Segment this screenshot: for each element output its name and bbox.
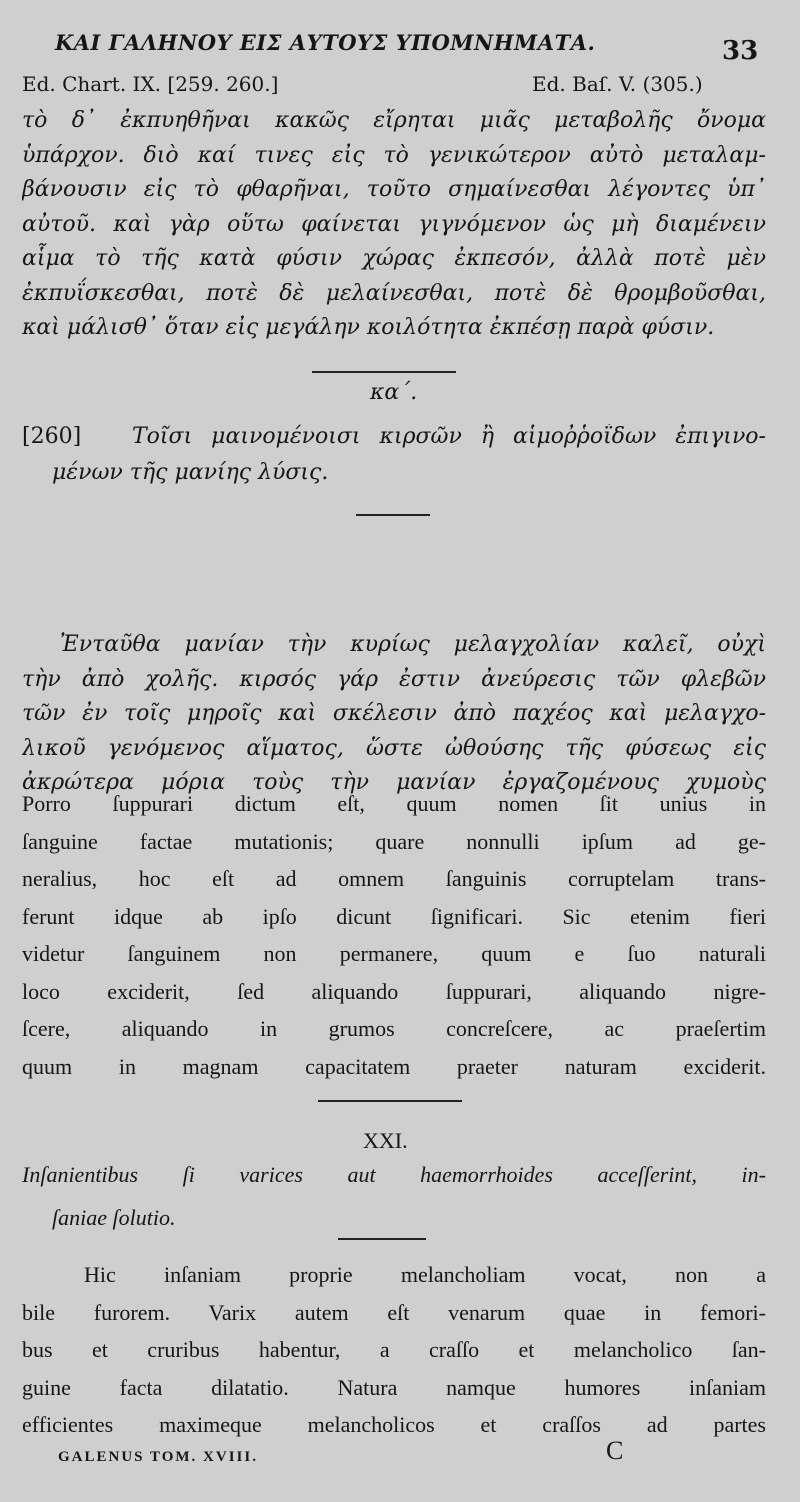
latin-commentary-a bbox=[22, 785, 766, 1085]
text-line: αἷμα τὸ τῆς κατὰ φύσιν χώρας ἐκπεσόν, ἀλλὰ ποτὲ μὲν bbox=[22, 246, 766, 271]
text-line: βάνουσιν εἰς τὸ φθαρῆναι, τοῦτο σημαίνεσθαι λέγοντες ὑπ᾽ bbox=[22, 177, 766, 202]
text-line: αὐτοῦ. καὶ γὰρ οὕτω φαίνεται γιγνόμενον ὡς μὴ διαμένειν bbox=[22, 211, 766, 237]
text-line: τὴν ἀπὸ χολῆς. κιρσός γάρ ἐστιν ἀνεύρεσις τῶν φλεβῶν bbox=[22, 666, 766, 692]
section-divider bbox=[312, 371, 456, 373]
section-number-latin: XXI. bbox=[363, 1128, 408, 1153]
text-line: Ἐνταῦθα μανίαν τὴν κυρίως μελαγχολίαν καλεῖ, οὐχὶ bbox=[60, 632, 766, 657]
text-line: Hic inſaniam proprie melancholiam vocat, non a bbox=[84, 1262, 766, 1287]
text-line: λικοῦ γενόμενος αἵματος, ὥστε ὠθούσης τῆς φύσεως εἰς bbox=[22, 735, 766, 761]
section-divider bbox=[318, 1100, 462, 1102]
text-line: loco exciderit, ſed aliquando ſuppurari, aliquando nigre- bbox=[22, 978, 766, 1004]
edition-reference-right: Ed. Baſ. V. (305.) bbox=[532, 72, 703, 96]
running-head: ΚΑΙ ΓΑΛΗΝΟΥ ΕΙΣ ΑΥΤΟΥΣ ΥΠΟΜΝΗΜΑΤΑ. bbox=[55, 30, 596, 55]
text-line: neralius, hoc eſt ad omnem ſanguinis corruptelam trans- bbox=[22, 866, 766, 891]
text-line: καὶ μάλισθ᾽ ὅταν εἰς μεγάλην κοιλότητα ἐκπέσῃ παρὰ φύσιν. bbox=[22, 315, 715, 340]
aphorism-latin-line: ſaniae ſolutio. bbox=[52, 1205, 176, 1230]
greek-commentary-a bbox=[22, 104, 766, 346]
text-line: τὸ δ᾽ ἐκπυηθῆναι κακῶς εἴρηται μιᾶς μεταβολῆς ὄνομα bbox=[22, 108, 766, 133]
text-line: videtur ſanguinem non permanere, quum e ſuo naturali bbox=[22, 941, 766, 966]
page-number: 33 bbox=[722, 36, 759, 66]
edition-reference-left: Ed. Chart. IX. [259. 260.] bbox=[22, 72, 279, 96]
text-line: τῶν ἐν τοῖς μηροῖς καὶ σκέλεσιν ἀπὸ παχέος καὶ μελαγχο- bbox=[22, 701, 766, 726]
aphorism-greek-line: μένων τῆς μανίης λύσις. bbox=[52, 460, 329, 485]
text-line: ſanguine factae mutationis; quare nonnulli ipſum ad ge- bbox=[22, 828, 766, 854]
text-line: quum in magnam capacitatem praeter naturam exciderit. bbox=[22, 1053, 766, 1079]
text-line: ἀκρώτερα μόρια τοὺς τὴν μανίαν ἐργαζομένους χυμοὺς bbox=[22, 770, 766, 795]
aphorism-divider bbox=[356, 514, 430, 516]
text-line: ſcere, aliquando in grumos concreſcere, ac praeſertim bbox=[22, 1016, 766, 1041]
text-line: bus et cruribus habentur, a craſſo et melancholico ſan- bbox=[22, 1337, 766, 1362]
text-line: ὑπάρχον. διὸ καί τινες εἰς τὸ γενικώτερον αὐτὸ μεταλαμ- bbox=[22, 142, 766, 168]
section-number-greek: κα΄. bbox=[370, 380, 418, 405]
greek-commentary-b bbox=[22, 628, 766, 801]
aphorism-latin-line: Inſanientibus ſi varices aut haemorrhoides acceſſerint, in- bbox=[22, 1162, 766, 1187]
footer-signature: GALENUS TOM. XVIII. bbox=[58, 1449, 258, 1465]
text-line: ἐκπυΐσκεσθαι, ποτὲ δὲ μελαίνεσθαι, ποτὲ δὲ θρομβοῦσθαι, bbox=[22, 280, 766, 306]
text-line: Porro ſuppurari dictum eſt, quum nomen ſit unius in bbox=[22, 791, 766, 816]
aphorism-divider bbox=[338, 1238, 426, 1240]
latin-commentary-b bbox=[22, 1256, 766, 1444]
text-line: efficientes maximeque melancholicos et craſſos ad partes bbox=[22, 1412, 766, 1437]
text-line: bile furorem. Varix autem eſt venarum quae in femori- bbox=[22, 1299, 766, 1325]
page-marker-bracket: [260] bbox=[22, 424, 82, 449]
aphorism-greek-line: Τοῖσι μαινομένοισι κιρσῶν ἢ αἱμοῤῥοΐδων ἐπιγινο- bbox=[132, 424, 766, 449]
text-line: guine facta dilatatio. Natura namque humores inſaniam bbox=[22, 1374, 766, 1400]
text-line: ferunt idque ab ipſo dicunt ſignificari. Sic etenim fieri bbox=[22, 903, 766, 929]
gathering-letter: C bbox=[606, 1436, 624, 1465]
